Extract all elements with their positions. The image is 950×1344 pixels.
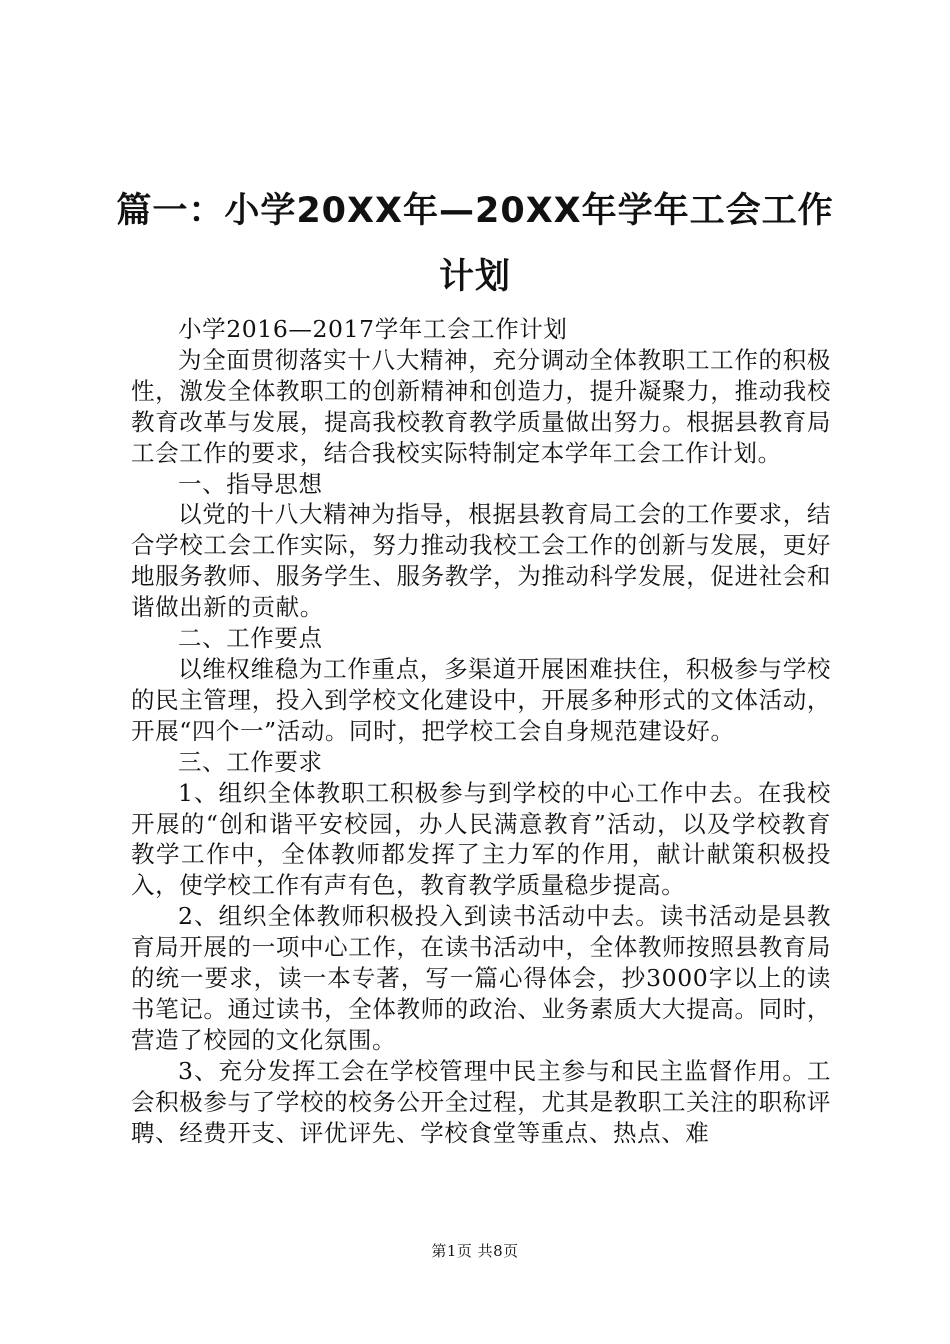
section-heading-work-requirements: 三、工作要求 xyxy=(178,747,323,776)
document-title: 篇一：小学20XX年—20XX年学年工会工作计划 xyxy=(116,191,834,297)
document-body xyxy=(131,314,831,1148)
intro-paragraph: 为全面贯彻落实十八大精神，充分调动全体教职工工作的积极性，激发全体教职工的创新精神和创造力，提升凝聚力，推动我校教育改革与发展，提高我校教育教学质量做出努力。根据县教育局工会工作的要求，结合我校实际特制定本学年工会工作计划。 xyxy=(131,345,831,467)
requirement-item-3: 3、充分发挥工会在学校管理中民主参与和民主监督作用。工会积极参与了学校的校务公开全过程，尤其是教职工关注的职称评聘、经费开支、评优评先、学校食堂等重点、热点、难 xyxy=(131,1056,831,1147)
work-points-paragraph: 以维权维稳为工作重点，多渠道开展困难扶住，积极参与学校的民主管理，投入到学校文化建设中，开展多种形式的文体活动，开展“四个一”活动。同时，把学校工会自身规范建设好。 xyxy=(131,654,831,745)
section-heading-guiding-thought: 一、指导思想 xyxy=(178,469,323,498)
requirement-item-1: 1、组织全体教职工积极参与到学校的中心工作中去。在我校开展的“创和谐平安校园，办人民满意教育”活动，以及学校教育教学工作中，全体教师都发挥了主力军的作用，献计献策积极投入，使学校工作有声有色，教育教学质量稳步提高。 xyxy=(131,778,831,900)
page-footer: 第1页 共8页 xyxy=(431,1242,519,1260)
guiding-thought-paragraph: 以党的十八大精神为指导，根据县教育局工会的工作要求，结合学校工会工作实际，努力推动我校工会工作的创新与发展，更好地服务教师、服务学生、服务教学，为推动科学发展，促进社会和谐做出新的贡献。 xyxy=(131,500,831,622)
subtitle-paragraph: 小学2016—2017学年工会工作计划 xyxy=(178,315,568,343)
requirement-item-2: 2、组织全体教师积极投入到读书活动中去。读书活动是县教育局开展的一项中心工作，在读书活动中，全体教师按照县教育局的统一要求，读一本专著，写一篇心得体会，抄3000字以上的读书笔记。通过读书，全体教师的政治、业务素质大大提高。同时，营造了校园的文化氛围。 xyxy=(131,902,831,1054)
section-heading-work-points: 二、工作要点 xyxy=(178,624,323,653)
